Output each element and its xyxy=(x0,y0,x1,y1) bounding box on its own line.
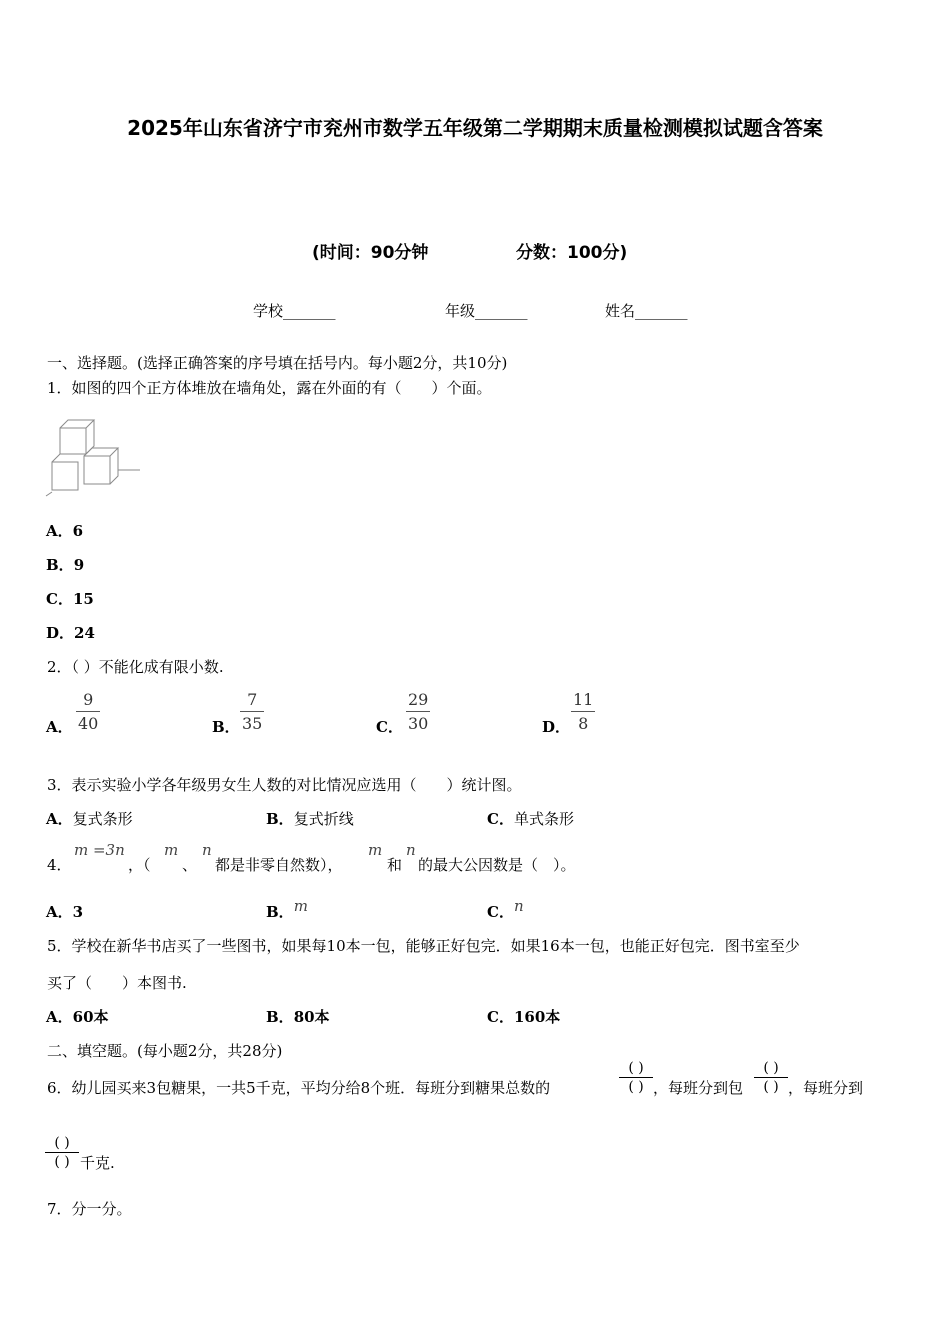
q4-text-3: 都是非零自然数）， xyxy=(215,856,343,874)
q4-var-n2: n xyxy=(406,841,416,859)
q2-option-a-label[interactable]: A． xyxy=(46,718,73,736)
q2-option-b-label[interactable]: B． xyxy=(212,718,240,736)
q2-option-d-label[interactable]: D． xyxy=(542,718,571,736)
q5-option-c[interactable]: C．160本 xyxy=(487,1008,561,1026)
q6-text-4: 千克. xyxy=(80,1154,115,1172)
q5-option-b[interactable]: B．80本 xyxy=(266,1008,330,1026)
q4-text-4: 和 xyxy=(387,856,403,874)
q6-blank-fraction-3[interactable]: ( ) ( ) xyxy=(45,1135,79,1170)
q3-option-c[interactable]: C．单式条形 xyxy=(487,810,574,828)
q4-text-2: 、 xyxy=(182,856,198,874)
q1-stem: 1．如图的四个正方体堆放在墙角处，露在外面的有（ ）个面。 xyxy=(47,379,492,397)
q2-option-b-fraction[interactable]: 7 35 xyxy=(242,690,263,733)
score-info: 分数：100分) xyxy=(516,243,628,263)
q4-var-n: n xyxy=(202,841,212,859)
cubes-figure xyxy=(44,414,144,500)
q6-blank-fraction-2[interactable]: ( ) ( ) xyxy=(754,1060,788,1095)
q6-text-1: 6．幼儿园买来3包糖果，一共5千克，平均分给8个班．每班分到糖果总数的 xyxy=(47,1079,551,1097)
q4-text-1: ，（ xyxy=(128,856,151,874)
q1-option-a[interactable]: A．6 xyxy=(46,522,84,540)
q2-option-a-fraction[interactable]: 9 40 xyxy=(78,690,99,733)
section1-heading: 一、选择题。(选择正确答案的序号填在括号内。每小题2分，共10分) xyxy=(47,354,508,372)
q5-stem-line2: 买了（ ）本图书. xyxy=(47,974,187,992)
q4-text-5: 的最大公因数是（ ）。 xyxy=(418,856,576,874)
school-field: 学校_______ xyxy=(253,302,336,320)
q1-option-d[interactable]: D．24 xyxy=(46,624,95,642)
q6-text-3: ，每班分到 xyxy=(788,1079,864,1097)
q4-option-a[interactable]: A．3 xyxy=(46,903,84,921)
q6-blank-fraction-1[interactable]: ( ) ( ) xyxy=(619,1060,653,1095)
q4-var-m: m xyxy=(164,841,179,859)
time-info: (时间：90分钟 xyxy=(312,243,429,263)
q1-option-c[interactable]: C．15 xyxy=(46,590,94,608)
q2-option-d-fraction[interactable]: 11 8 xyxy=(573,690,594,733)
name-field: 姓名_______ xyxy=(605,302,688,320)
q3-option-a[interactable]: A．复式条形 xyxy=(46,810,133,828)
q4-option-b[interactable]: B．m xyxy=(266,897,308,921)
q7-stem: 7．分一分。 xyxy=(47,1200,132,1218)
q1-option-b[interactable]: B．9 xyxy=(46,556,85,574)
q2-option-c-fraction[interactable]: 29 30 xyxy=(408,690,429,733)
q3-stem: 3．表示实验小学各年级男女生人数的对比情况应选用（ ）统计图。 xyxy=(47,776,522,794)
grade-field: 年级_______ xyxy=(445,302,528,320)
q4-var-m2: m xyxy=(368,841,383,859)
q5-stem-line1: 5．学校在新华书店买了一些图书，如果每10本一包，能够正好包完．如果16本一包，也能正好包完．图书室至少 xyxy=(47,937,800,955)
q3-option-b[interactable]: B．复式折线 xyxy=(266,810,354,828)
q2-stem: 2．（ ）不能化成有限小数. xyxy=(47,658,224,676)
q4-equation: m =3n xyxy=(74,841,125,859)
q6-text-2: ，每班分到包 xyxy=(653,1079,744,1097)
q5-option-a[interactable]: A．60本 xyxy=(46,1008,109,1026)
q4-option-c[interactable]: C．n xyxy=(487,897,524,921)
q2-option-c-label[interactable]: C． xyxy=(376,718,403,736)
q4-number: 4． xyxy=(47,856,72,874)
section2-heading: 二、填空题。(每小题2分，共28分) xyxy=(47,1042,283,1060)
page-title: 2025年山东省济宁市兖州市数学五年级第二学期期末质量检测模拟试题含答案 xyxy=(127,116,823,140)
